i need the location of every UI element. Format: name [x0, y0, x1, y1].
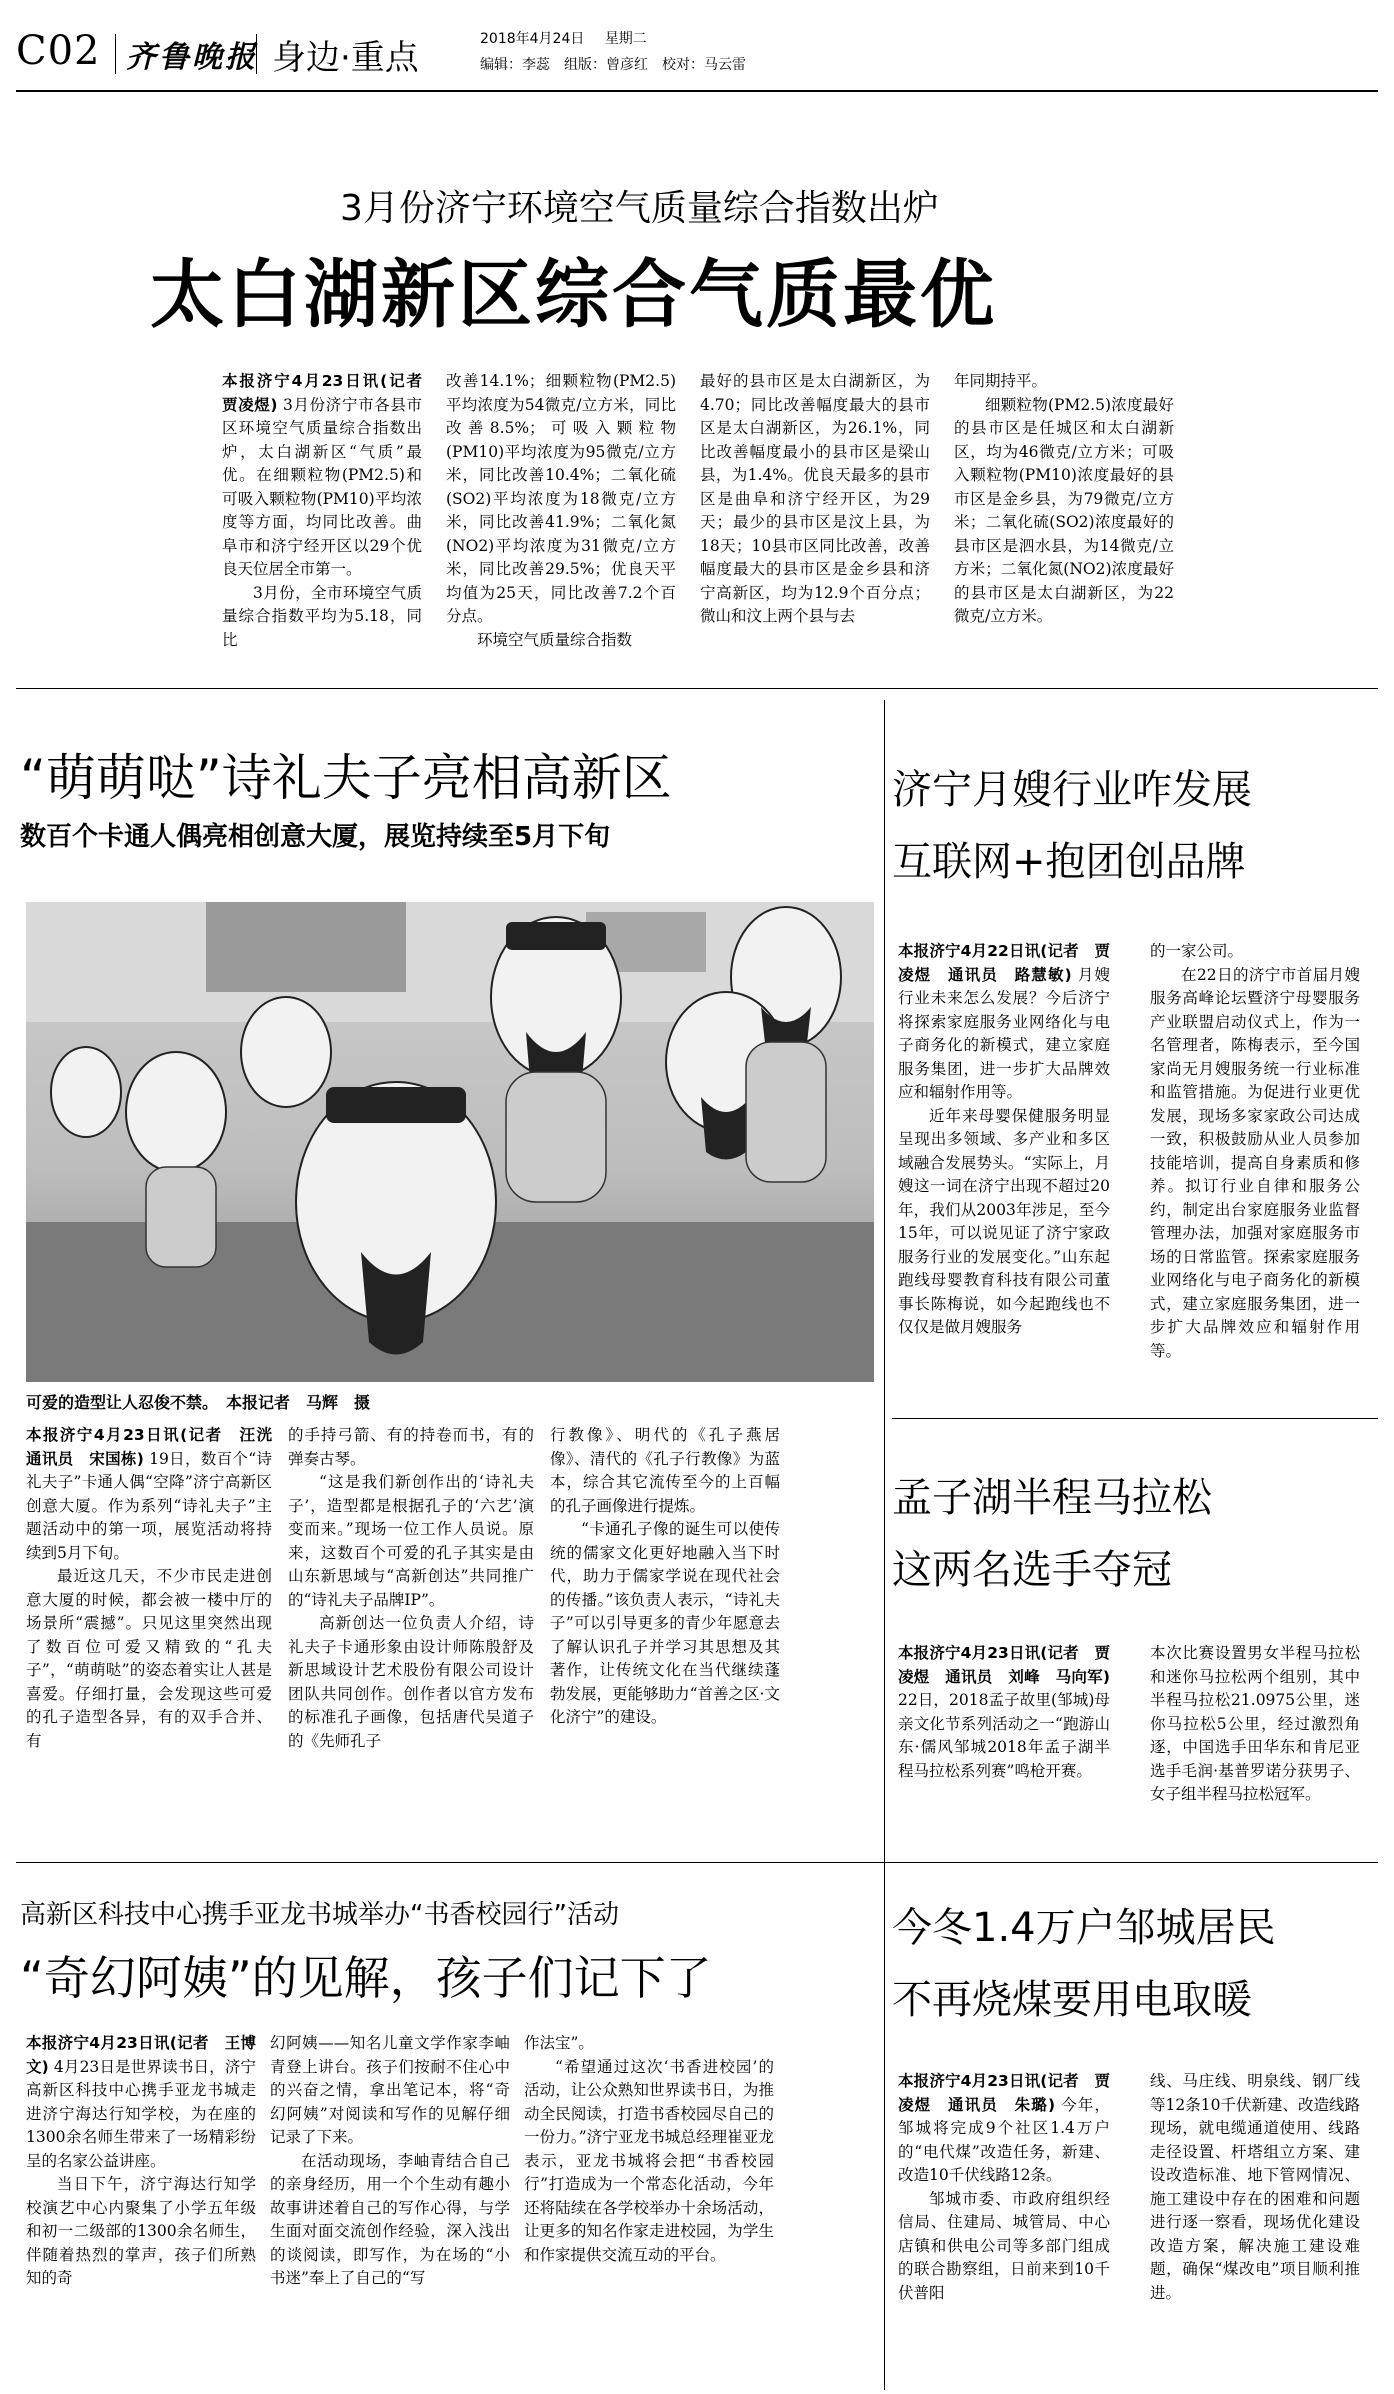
story5-headline: “奇幻阿姨”的见解，孩子们记下了: [20, 1951, 712, 2005]
body-text: 今年，邹城将完成9个社区1.4万户的“电代煤”改造任务，新建、改造10千伏线路12条。: [898, 2095, 1110, 2184]
story1-col4: [954, 370, 1174, 660]
issue-weekday: 星期二: [604, 31, 647, 47]
story5-kicker: 高新区科技中心携手亚龙书城举办“书香校园行”活动: [20, 1900, 619, 1930]
body-text: 幻阿姨——知名儿童文学作家李岫青登上讲台。孩子们按耐不住心中的兴奋之情，拿出笔记本，将“奇幻阿姨”对阅读和写作的见解仔细记录了下来。: [270, 2034, 510, 2146]
story6-col1: [898, 2070, 1110, 2384]
body-text: “卡通孔子像的诞生可以使传统的儒家文化更好地融入当下时代，助力于儒家学说在现代社会的传播。”该负责人表示，“诗礼夫子”可以引导更多的青少年愿意去了解认识孔子并学习其思想及其著作，让传统文化在当代继续蓬勃发展，更能够助力“首善之区·文化济宁”的建设。: [550, 1520, 780, 1726]
story1-col2: [446, 370, 676, 660]
section-rule: [16, 1862, 1378, 1863]
body-text: 最好的县市区是太白湖新区，为4.70；同比改善幅度最大的县市区是太白湖新区，为26.1%，同比改善幅度最小的县市区是梁山县，为1.4%。优良天最多的县市区是曲阜和济宁经开区，为29天；最少的县市区是汶上县，为18天；10县市区同比改善，改善幅度最大的县市区是金乡县和济宁高新区，均为12.9个百分点；微山和汶上两个县与去: [700, 372, 930, 625]
story5-col2: [270, 2032, 510, 2384]
story2-col1: [26, 1424, 288, 1854]
divider: [256, 34, 257, 74]
story5-col3: [524, 2032, 774, 2384]
body-text: 月嫂行业未来怎么发展？今后济宁将探索家庭服务业网络化与电子商务化的新模式，建立家庭服务集团，进一步扩大品牌效应和辐射作用等。: [898, 965, 1110, 1101]
section-rule: [16, 688, 1378, 689]
section-rule: [892, 1418, 1378, 1419]
story1-col1: [222, 370, 438, 660]
body-text: 最近这几天，不少市民走进创意大厦的时候，都会被一楼中厅的场景所“震撼”。只见这里突然出现了数百位可爱又精致的“孔夫子”，“萌萌哒”的姿态着实让人甚是喜爱。仔细打量，会发现这些可爱的孔子造型各异，有的双手合并、有: [26, 1567, 272, 1750]
section-title: 身边·重点: [272, 38, 419, 78]
story1-headline: 太白湖新区综合气质最优: [150, 252, 997, 338]
body-text: 线、马庄线、明泉线、钢厂线等12条10千伏新建、改造线路现场，就电缆通道使用、线路走径设置、杆塔组立方案、建设改造标准、地下管网情况、施工建设中存在的困难和问题进行逐一察看，现场优化建设改造方案，解决施工建设难题，确保“煤改电”项目顺利推进。: [1150, 2072, 1360, 2302]
story2-col3: [550, 1424, 780, 1854]
byline: 本报济宁4月23日讯(记者 贾凌煜 通讯员 刘峰 马向军): [898, 1644, 1110, 1686]
body-text: 3月份济宁市各县市区环境空气质量综合指数出炉，太白湖新区“气质”最优。在细颗粒物(PM2.5)和可吸入颗粒物(PM10)平均浓度等方面，均同比改善。曲阜市和济宁经开区以29个优良天位居全市第一。: [222, 395, 422, 578]
byline: 本报济宁4月23日讯(记者 贾凌煜 通讯员 朱璐): [898, 2072, 1110, 2114]
body-text: 作法宝”。: [524, 2034, 594, 2052]
body-text: 行教像》、明代的《孔子燕居像》、清代的《孔子行教像》为蓝本，综合其它流传至今的上百幅的孔子画像进行提炼。: [550, 1426, 780, 1515]
byline: 本报济宁4月23日讯(记者 贾凌煜): [222, 372, 438, 414]
story1-kicker: 3月份济宁环境空气质量综合指数出炉: [340, 188, 939, 229]
body-text: 4月23日是世界读书日，济宁高新区科技中心携手亚龙书城走进济宁海达行知学校，为在座的1300余名师生带来了一场精彩纷呈的名家公益讲座。: [26, 2057, 256, 2170]
body-text: 在22日的济宁市首届月嫂服务高峰论坛暨济宁母婴服务产业联盟启动仪式上，作为一名管理者，陈梅表示，至今国家尚无月嫂服务统一行业标准和监管措施。为促进行业更优发展，现场多家家政公司达成一致，积极鼓励从业人员参加技能培训，提高自身素质和修养。拟订行业自律和服务公约，制定出台家庭服务业监督管理办法，加强对家庭服务市场的日常监管。探索家庭服务业网络化与电子商务化的新模式，建立家庭服务集团，进一步扩大品牌效应和辐射作用等。: [1150, 965, 1360, 1360]
body-text: 3月份，全市环境空气质量综合指数平均为5.18，同比: [222, 583, 422, 649]
story3-headline-line1: 济宁月嫂行业咋发展: [892, 767, 1252, 813]
byline: 本报济宁4月22日讯(记者 贾凌煜 通讯员 路慧敏): [898, 942, 1110, 984]
date-line: [480, 28, 647, 48]
story4-headline-line2: 这两名选手夺冠: [892, 1547, 1172, 1593]
column-rule: [884, 700, 885, 2390]
story4-headline-line1: 孟子湖半程马拉松: [892, 1475, 1212, 1521]
photo-caption: 可爱的造型让人忍俊不禁。 本报记者 马辉 摄: [26, 1393, 371, 1412]
story4-col1: [898, 1642, 1110, 1852]
body-text: 改善14.1%；细颗粒物(PM2.5)平均浓度为54微克/立方米，同比改善8.5%；可吸入颗粒物(PM10)平均浓度为95微克/立方米，同比改善10.4%；二氧化硫(SO2)平均浓度为18微克/立方米，同比改善41.9%；二氧化氮(NO2)平均浓度为31微克/立方米，同比改善29.5%；优良天平均值为25天，同比改善7.2个百分点。: [446, 372, 676, 625]
story2-col2: [288, 1424, 534, 1854]
issue-date: 2018年4月24日: [480, 31, 585, 47]
confucius-figures-photo: [26, 902, 874, 1382]
story4-col2: [1150, 1642, 1360, 1852]
story6-headline-line1: 今冬1.4万户邹城居民: [892, 1905, 1276, 1951]
body-text: 19日，数百个“诗礼夫子”卡通人偶“空降”济宁高新区创意大厦。作为系列“诗礼夫子”主题活动中的第一项，展览活动将持续到5月下旬。: [26, 1449, 272, 1562]
story3-headline-line2: 互联网+抱团创品牌: [892, 839, 1246, 885]
page-number: C02: [16, 28, 101, 74]
divider: [115, 34, 116, 74]
story2-subhead: 数百个卡通人偶亮相创意大厦，展览持续至5月下旬: [20, 822, 611, 852]
body-text: 的手持弓箭、有的持卷而书，有的弹奏古琴。: [288, 1426, 534, 1468]
byline: 本报济宁4月23日讯(记者 汪洸 通讯员 宋国栋): [26, 1426, 288, 1468]
story5-col1: [26, 2032, 256, 2384]
body-text: 近年来母婴保健服务明显呈现出多领域、多产业和多区域融合发展势头。“实际上，月嫂这一词在济宁出现不超过20年，我们从2003年涉足，至今15年，可以说见证了济宁家政服务行业的发展变化。”山东起跑线母婴教育科技有限公司董事长陈梅说，如今起跑线也不仅仅是做月嫂服务: [898, 1106, 1110, 1336]
body-text: 年同期持平。: [954, 372, 1048, 390]
body-text: 的一家公司。: [1150, 942, 1244, 960]
photo-illustration: [26, 902, 874, 1382]
body-text: 本次比赛设置男女半程马拉松和迷你马拉松两个组别，其中半程马拉松21.0975公里，迷你马拉松5公里，经过激烈角逐，中国选手田华东和肯尼亚选手毛润·基普罗诺分获男子、女子组半程马拉松冠军。: [1150, 1644, 1360, 1803]
story6-headline-line2: 不再烧煤要用电取暖: [892, 1977, 1252, 2023]
story2-headline: “萌萌哒”诗礼夫子亮相高新区: [20, 749, 672, 807]
credits: 编辑：李蕊 组版：曾彦红 校对：马云雷: [480, 57, 746, 73]
body-text: “这是我们新创作出的‘诗礼夫子’，造型都是根据孔子的‘六艺’演变而来。”现场一位工作人员说。原来，这数百个可爱的孔子其实是由山东新思域与“高新创达”共同推广的“诗礼夫子品牌IP”。: [288, 1473, 534, 1609]
body-text: 在活动现场，李岫青结合自己的亲身经历，用一个个生动有趣小故事讲述着自己的写作心得，与学生面对面交流创作经验，深入浅出的谈阅读，即写作，为在场的“小书迷”奉上了自己的“写: [270, 2151, 510, 2287]
paper-logo: 齐鲁晚报: [126, 40, 258, 75]
body-text: 高新创达一位负责人介绍，诗礼夫子卡通形象由设计师陈殷舒及新思域设计艺术股份有限公司设计团队共同创作。创作者以官方发布的标准孔子画像，包括唐代吴道子的《先师孔子: [288, 1614, 534, 1750]
body-text: “希望通过这次‘书香进校园’的活动，让公众熟知世界读书日，为推动全民阅读，打造书香校园尽自己的一份力。”济宁亚龙书城总经理崔亚龙表示，亚龙书城将会把“书香校园行”打造成为一个常态化活动，今年还将陆续在各学校举办十余场活动，让更多的知名作家走进校园，为学生和作家提供交流互动的平台。: [524, 2057, 774, 2264]
story1-col3: [700, 370, 930, 660]
body-text: 细颗粒物(PM2.5)浓度最好的县市区是任城区和太白湖新区，均为46微克/立方米；可吸入颗粒物(PM10)浓度最好的县市区是金乡县，为79微克/立方米；二氧化硫(SO2)浓度最好的县市区是泗水县，为14微克/立方米；二氧化氮(NO2)浓度最好的县市区是太白湖新区，为22微克/立方米。: [954, 395, 1174, 625]
body-text: 22日，2018孟子故里(邹城)母亲文化节系列活动之一“跑游山东·儒风邹城2018年孟子湖半程马拉松系列赛”鸣枪开赛。: [898, 1691, 1110, 1780]
byline: 本报济宁4月23日讯(记者 王博文): [26, 2034, 256, 2076]
story3-col1: [898, 940, 1110, 1400]
body-text: 邹城市委、市政府组织经信局、住建局、城管局、中心店镇和供电公司等多部门组成的联合勘察组，日前来到10千伏普阳: [898, 2189, 1110, 2302]
story6-col2: [1150, 2070, 1360, 2384]
masthead-rule: [16, 90, 1378, 92]
body-text: 环境空气质量综合指数: [477, 630, 633, 649]
body-text: 当日下午，济宁海达行知学校演艺中心内聚集了小学五年级和初一二级部的1300余名师生，伴随着热烈的掌声，孩子们所熟知的奇: [26, 2175, 256, 2287]
story3-col2: [1150, 940, 1360, 1400]
